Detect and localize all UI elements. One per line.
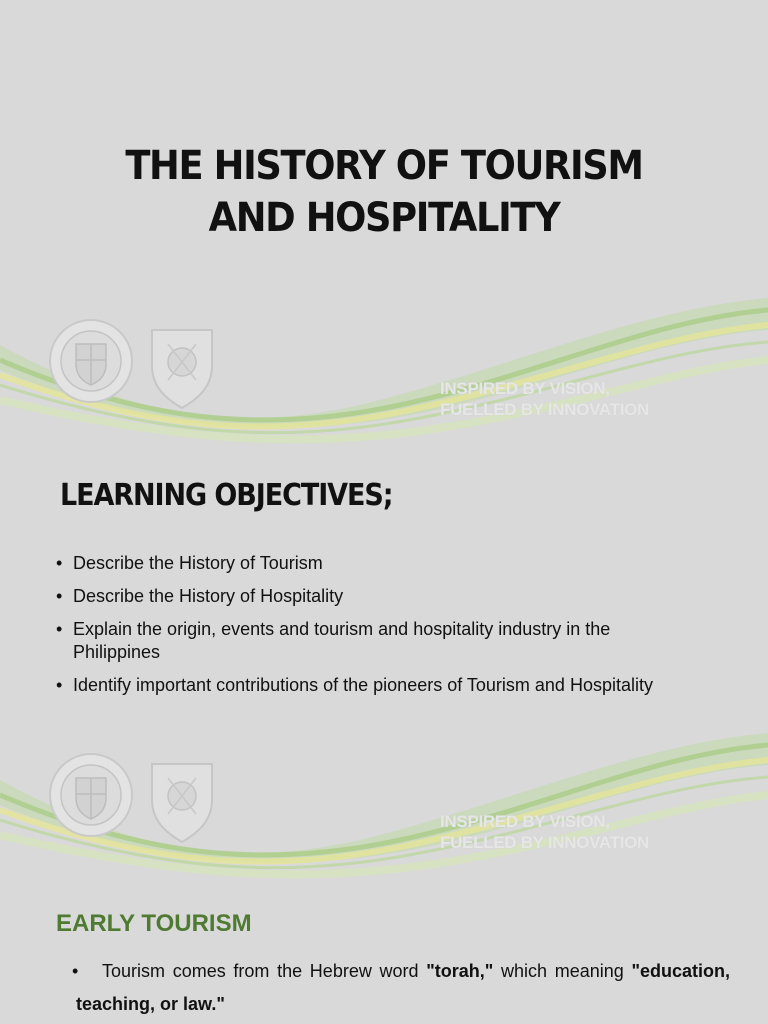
objective-text: Describe the History of Hospitality: [73, 586, 344, 606]
early-tourism-paragraph: [72, 955, 730, 1021]
list-item: [56, 552, 696, 575]
bullet-icon: •: [56, 619, 63, 639]
motto: [440, 378, 649, 420]
learning-objectives-heading: LEARNING OBJECTIVES;: [60, 478, 393, 513]
bullet-icon: •: [72, 961, 79, 981]
university-seal-icon: [48, 752, 134, 838]
list-item: [56, 585, 696, 608]
motto-line-1: INSPIRED BY VISION,: [440, 812, 610, 831]
objective-text: Describe the History of Tourism: [73, 553, 323, 573]
objective-text: Explain the origin, events and tourism and hospitality industry in the Philippines: [73, 619, 611, 662]
torah-meaning: "education, teaching, or law.": [76, 961, 730, 1014]
presentation-title: [31, 140, 738, 244]
title-line-2: AND HOSPITALITY: [208, 195, 560, 241]
bullet-icon: •: [56, 586, 63, 606]
motto: [440, 811, 649, 853]
college-crest-icon: [146, 756, 218, 846]
early-tourism-heading: EARLY TOURISM: [56, 910, 252, 937]
paragraph-text: which meaning: [493, 961, 632, 981]
college-crest-icon: [146, 322, 218, 412]
objectives-list: [56, 552, 696, 707]
motto-line-2: FUELLED BY INNOVATION: [440, 833, 650, 852]
title-line-1: THE HISTORY OF TOURISM: [125, 143, 643, 189]
motto-line-2: FUELLED BY INNOVATION: [440, 400, 650, 419]
bullet-icon: •: [56, 553, 63, 573]
slide-title: [0, 0, 768, 445]
paragraph-text: Tourism comes from the Hebrew word: [102, 961, 427, 981]
torah-term: "torah,": [426, 961, 494, 981]
objective-text: Identify important contributions of the pioneers of Tourism and Hospitality: [73, 675, 653, 695]
list-item: [56, 674, 693, 697]
bullet-icon: •: [56, 675, 63, 695]
list-item: [56, 618, 693, 664]
university-seal-icon: [48, 318, 134, 404]
motto-line-1: INSPIRED BY VISION,: [440, 379, 610, 398]
